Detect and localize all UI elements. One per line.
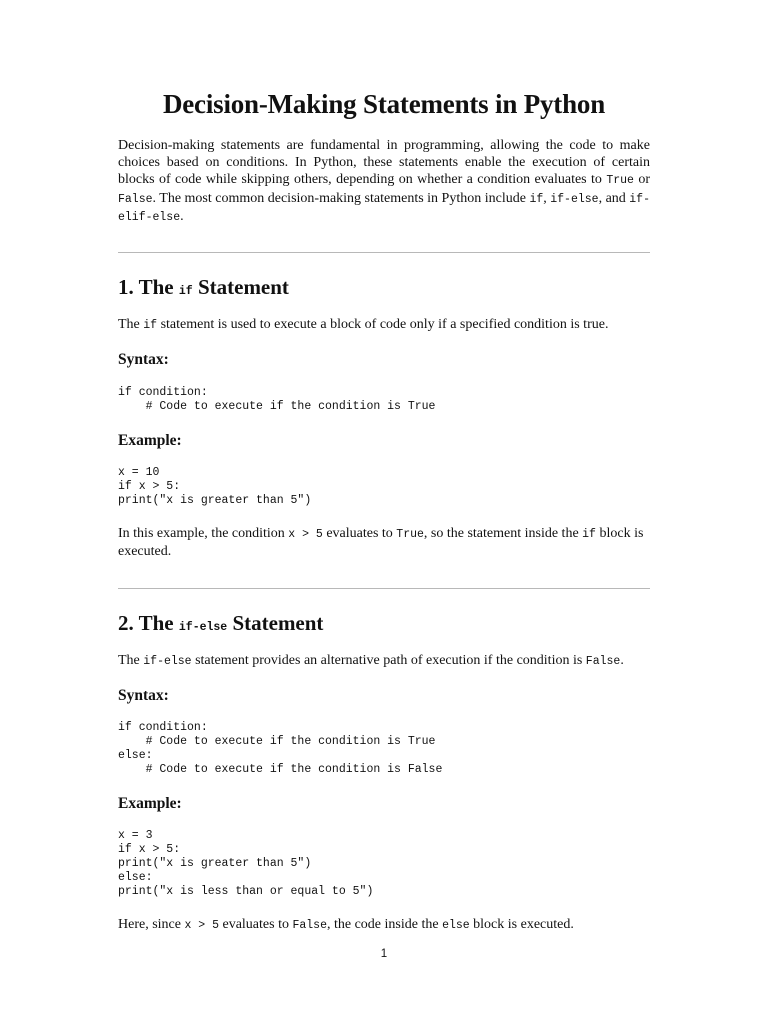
body-text: evaluates to (218, 917, 293, 932)
section-1-syntax-label: Syntax: (118, 351, 169, 368)
inline-code: True (396, 528, 424, 541)
intro-text: . (180, 208, 184, 224)
inline-code: if-elif-else (118, 192, 650, 224)
body-text: The (118, 317, 144, 332)
page-number: 1 (380, 948, 388, 960)
inline-code: if (178, 285, 193, 298)
inline-code: if-else (178, 621, 228, 634)
heading-text: 2. The (118, 611, 179, 635)
document-title: Decision-Making Statements in Python (162, 89, 606, 119)
section-2-syntax-code: if condition: # Code to execute if the condition is True else: # Code to execute if the condition is False (118, 721, 443, 776)
section-1-heading (118, 275, 289, 300)
body-text: , the code inside the (326, 917, 443, 932)
body-text: , so the statement inside the (423, 526, 583, 541)
inline-code: if-else (143, 655, 192, 668)
section-2-heading (118, 611, 323, 636)
section-divider (118, 588, 650, 589)
intro-text: or (633, 172, 650, 188)
body-text: statement is used to execute a block of code only if a specified condition is true. (157, 317, 609, 332)
intro-text: Decision-making statements are fundamental in programming, allowing the code to make choices based on conditions. In Python, these statements enable the execution of certain blocks of code while skipping others, depending on whether a condition evaluates to (118, 138, 650, 188)
intro-text: , and (598, 190, 630, 206)
section-divider (118, 252, 650, 253)
intro-text: . The most common decision-making statements in Python include (152, 190, 530, 206)
section-1-example-label: Example: (118, 432, 182, 449)
intro-paragraph (118, 137, 650, 226)
inline-code: else (442, 919, 470, 932)
section-2-explanation (118, 916, 650, 934)
body-text: statement provides an alternative path of execution if the condition is (191, 653, 586, 668)
section-1-description (118, 316, 650, 334)
section-2-syntax-label: Syntax: (118, 687, 169, 704)
heading-text: 1. The (118, 275, 179, 299)
body-text: evaluates to (322, 526, 397, 541)
section-2-example-code: x = 3 if x > 5: print("x is greater than 5") else: print("x is less than or equal to 5") (118, 829, 374, 898)
inline-code: False (292, 919, 327, 932)
section-1-explanation (118, 525, 650, 560)
body-text: . (620, 653, 624, 668)
intro-text: , (543, 190, 551, 206)
body-text: block is executed. (469, 917, 574, 932)
inline-code: False (585, 655, 621, 668)
section-2-description (118, 652, 650, 670)
inline-code: if (529, 192, 544, 206)
inline-code: if-else (550, 192, 599, 206)
section-1-syntax-code: if condition: # Code to execute if the condition is True (118, 386, 436, 413)
body-text: Here, since (118, 917, 185, 932)
heading-text: Statement (227, 611, 324, 635)
inline-code: False (118, 192, 153, 206)
section-1-example-code: x = 10 if x > 5: print("x is greater than 5") (118, 466, 312, 507)
inline-code: if (143, 319, 158, 332)
body-text: In this example, the condition (118, 526, 289, 541)
heading-text: Statement (192, 275, 289, 299)
body-text: block is executed. (118, 526, 644, 559)
body-text: The (118, 653, 144, 668)
inline-code: x > 5 (288, 528, 323, 541)
section-2-example-label: Example: (118, 795, 182, 812)
inline-code: x > 5 (184, 919, 219, 932)
inline-code: True (606, 174, 634, 188)
inline-code: if (582, 528, 596, 541)
